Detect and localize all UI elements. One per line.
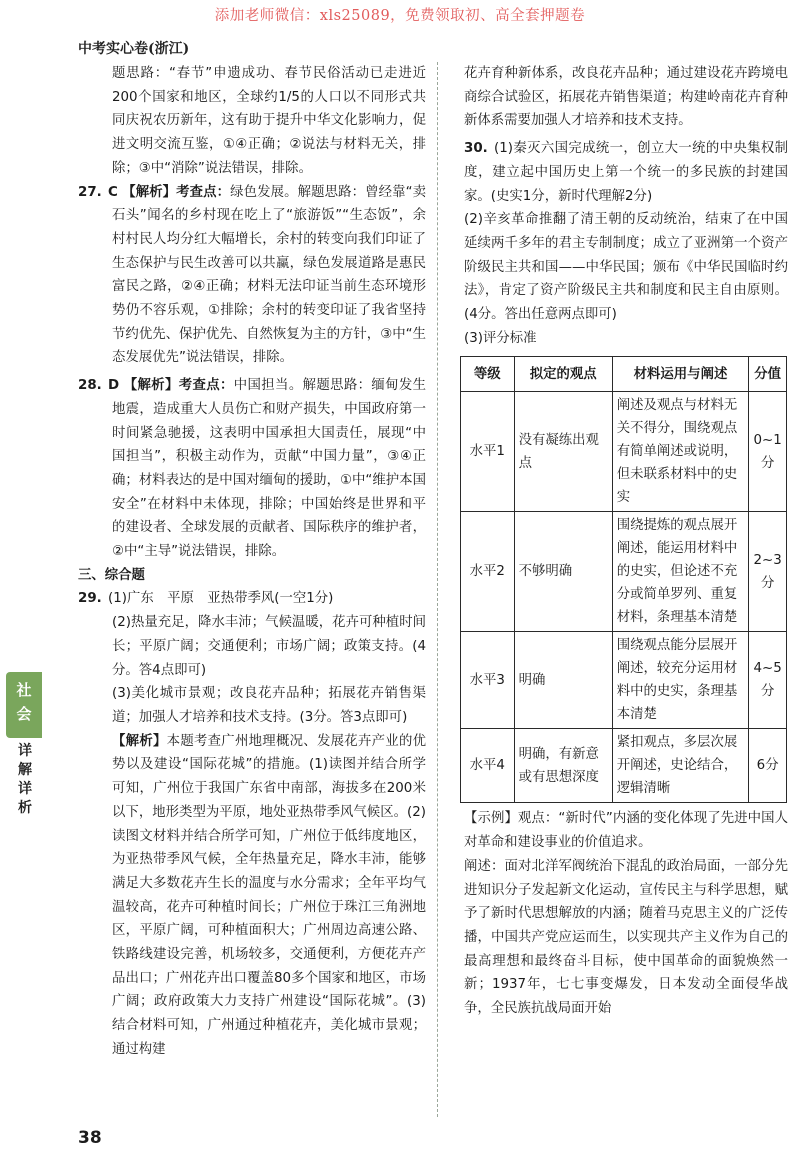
side-label-char: 详 — [18, 743, 32, 759]
header-cell: 分值 — [749, 357, 787, 392]
q30-part3: (3)评分标准 — [464, 330, 537, 346]
side-label — [14, 742, 36, 818]
example-viewpoint: 【示例】观点：“新时代”内涵的变化体现了先进中国人对革命和建设事业的价值追求。 — [464, 811, 788, 851]
q29-part1: (1)广东 平原 亚热带季风(一空1分) — [108, 591, 334, 607]
side-label-char: 析 — [18, 800, 32, 816]
example-argument: 阐述：面对北洋军阀统治下混乱的政治局面，一部分先进知识分子发起新文化运动，宣传民主与科学思想，赋予了新时代思想解放的内涵；随着马克思主义的广泛传播，中国共产党应运而生，以实现共产主义作为自己的最高理想和最终奋斗目标，使中国革命的面貌焕然一新；1937年，七七事变爆发，日本发动全面侵华战争，全民族抗战局面开始 — [464, 858, 788, 1017]
subject-tab-char-2: 会 — [16, 705, 32, 723]
subject-tab — [6, 672, 42, 738]
analysis-body: 绿色发展。解题思路：曾经靠“卖石头”闻名的乡村现在吃上了“旅游饭”“生态饭”，余村村民人均分红大幅增长，余村的转变向我们印证了生态保护与民生改善可以共赢，绿色发展道路是惠民富民之路，②④正确；材料无法印证当前生态环境形势仍不容乐观，①排除；余村的转变印证了我省坚持节约优先、保护优先、自然恢复为主的方针，③中“生态发展优先”说法错误，排除。 — [112, 184, 427, 366]
watermark-text: 添加老师微信：xls25089，免费领取初、高全套押题卷 — [214, 8, 586, 24]
analysis-body: 本题考查广州地理概况、发展花卉产业的优势以及建设“国际花城”的措施。(1)读图并结合所学可知，广州位于我国广东省中南部，海拔多在200米以下，地形类型为平原，地处亚热带季风气候区。(2)读图文材料并结合所学可知，广州位于低纬度地区，为亚热带季风气候，全年热量充足，降水丰沛，能够满足大多数花卉生长的温度与水分需求；全年平均气温较高，花卉可种植时间长；广州位于珠江三角洲地区，平原广阔，可种植面积大；广州周边高速公路、铁路线建设完善，机场较多，交通便利，方便花卉产品出口；广州花卉出口覆盖80多个国家和地区，市场广阔；政府政策大力支持广州建设“国际花城”。(3)结合材料可知，广州通过种植花卉，美化城市景观；通过构建 — [112, 733, 426, 1057]
question-number: 29. — [78, 591, 102, 607]
question-30 — [430, 137, 788, 208]
table-row — [461, 392, 787, 512]
score-cell: 2~3分 — [749, 512, 787, 632]
q30-part2: (2)辛亥革命推翻了清王朝的反动统治，结束了在中国延续两千多年的君主专制制度；成立了亚洲第一个资产阶级民主共和国——中华民国；颁布《中华民国临时约法》，肯定了资产阶级民主共和制度和民主自由原则。(4分。答出任意两点即可) — [464, 212, 788, 323]
viewpoint-cell: 明确 — [514, 632, 612, 729]
question-number: 27. — [78, 184, 102, 200]
analysis-body: 中国担当。解题思路：缅甸发生地震，造成重大人员伤亡和财产损失，中国政府第一时间紧急驰援，这表明中国承担大国责任，展现“中国担当”，积极主动作为，贡献“中国力量”，③④正确；材料表达的是中国对缅甸的援助，①中“维护本国安全”在材料中未体现，排除；中国始终是世界和平的建设者、全球发展的贡献者、国际秩序的维护者，②中“主导”说法错误，排除。 — [112, 378, 427, 560]
q30-part1: (1)秦灭六国完成统一，创立大一统的中央集权制度，建立起中国历史上第一个统一的多民族的封建国家。(史实1分，新时代理解2分) — [464, 141, 788, 204]
side-label-char: 解 — [18, 762, 32, 778]
scoring-table — [460, 356, 787, 803]
level-cell: 水平4 — [461, 729, 515, 803]
section-title: 三、综合题 — [78, 567, 145, 583]
table-row — [461, 632, 787, 729]
table-row — [461, 512, 787, 632]
q26-continuation: 题思路：“春节”申遗成功、春节民俗活动已走进近200个国家和地区，全球约1/5的人口以不同形式共同庆祝农历新年，这有助于提升中华文化影响力，促进文明交流互鉴，①④正确；②说法与材料无关，排除；③中“消除”说法错误，排除。 — [112, 66, 426, 176]
column-divider — [437, 62, 438, 1117]
table-header-row — [461, 357, 787, 392]
analysis-tag: 【解析】考查点： — [123, 378, 234, 394]
level-cell: 水平1 — [461, 392, 515, 512]
q29-part3: (3)美化城市景观；改良花卉品种；拓展花卉销售渠道；加强人才培养和技术支持。(3分。答3点即可) — [112, 686, 426, 725]
q29-part2: (2)热量充足，降水丰沛；气候温暖，花卉可种植时间长；平原广阔；交通便利；市场广阔；政策支持。(4分。答4点即可) — [112, 615, 426, 678]
q29-analysis — [78, 730, 426, 1062]
side-label-char: 详 — [18, 781, 32, 797]
page-number: 38 — [78, 1128, 102, 1148]
level-cell: 水平2 — [461, 512, 515, 632]
header-cell: 拟定的观点 — [514, 357, 612, 392]
viewpoint-cell: 明确，有新意或有思想深度 — [514, 729, 612, 803]
material-cell: 紧扣观点，多层次展开阐述，史论结合，逻辑清晰 — [612, 729, 749, 803]
question-28 — [78, 374, 426, 564]
question-27 — [78, 181, 426, 371]
viewpoint-cell: 不够明确 — [514, 512, 612, 632]
material-cell: 围绕观点能分层展开阐述，较充分运用材料中的史实，条理基本清楚 — [612, 632, 749, 729]
score-cell: 6分 — [749, 729, 787, 803]
page-header: 中考实心卷(浙江) — [78, 41, 190, 57]
analysis-tag: 【解析】 — [112, 733, 167, 749]
score-cell: 0~1分 — [749, 392, 787, 512]
viewpoint-cell: 没有凝练出观点 — [514, 392, 612, 512]
subject-tab-char-1: 社 — [16, 681, 32, 699]
left-column — [78, 62, 426, 1062]
table-row — [461, 729, 787, 803]
question-29 — [78, 587, 426, 611]
answer-letter: D — [108, 378, 120, 394]
analysis-tag: 【解析】考查点： — [122, 184, 231, 200]
q29-continuation: 花卉育种新体系，改良花卉品种；通过建设花卉跨境电商综合试验区，拓展花卉销售渠道；构建岭南花卉育种新体系需要加强人才培养和技术支持。 — [464, 66, 788, 129]
level-cell: 水平3 — [461, 632, 515, 729]
answer-letter: C — [108, 184, 118, 200]
material-cell: 围绕提炼的观点展开阐述，能运用材料中的史实，但论述不充分或简单罗列、重复材料，条理基本清楚 — [612, 512, 749, 632]
question-number: 30. — [464, 141, 488, 157]
material-cell: 阐述及观点与材料无关不得分，围绕观点有简单阐述或说明，但未联系材料中的史实 — [612, 392, 749, 512]
right-column — [464, 62, 788, 1021]
question-number: 28. — [78, 378, 102, 394]
header-cell: 材料运用与阐述 — [612, 357, 749, 392]
score-cell: 4~5分 — [749, 632, 787, 729]
header-cell: 等级 — [461, 357, 515, 392]
